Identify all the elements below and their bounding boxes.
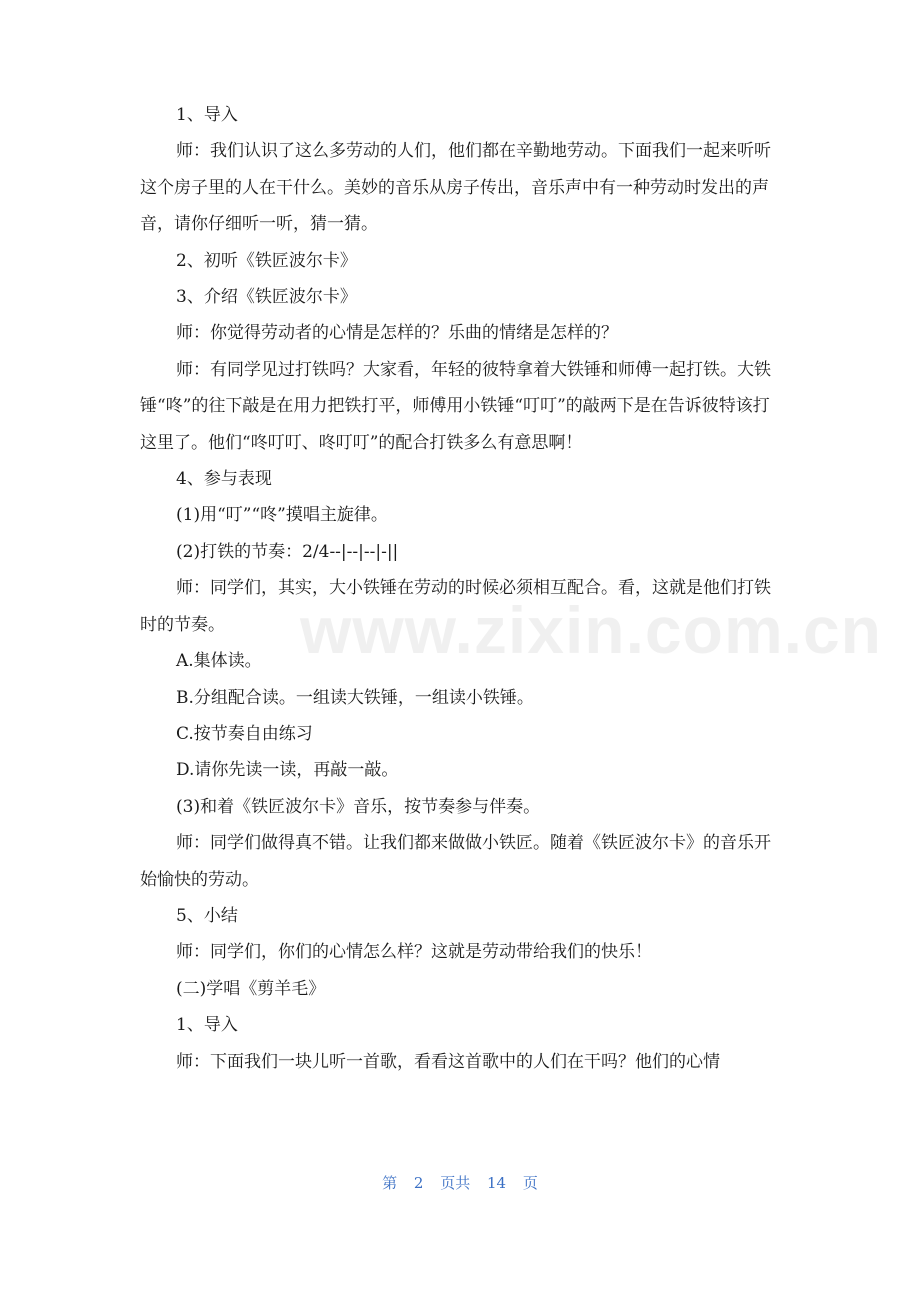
- total-page-count: 14: [487, 1174, 507, 1192]
- paragraph: (2)打铁的节奏：2/4--|--|--|-||: [176, 541, 399, 562]
- paragraph: 4、参与表现: [176, 469, 272, 490]
- paragraph: (3)和着《铁匠波尔卡》音乐，按节奏参与伴奏。: [176, 796, 541, 817]
- paragraph: 3、介绍《铁匠波尔卡》: [176, 287, 357, 308]
- paragraph: 师：下面我们一块儿听一首歌，看看这首歌中的人们在干吗？他们的心情: [176, 1051, 720, 1072]
- paragraph: A.集体读。: [176, 651, 262, 672]
- paragraph: 师：我们认识了这么多劳动的人们，他们都在辛勤地劳动。下面我们一起来听听这个房子里的人在干什么。美妙的音乐从房子传出，音乐声中有一种劳动时发出的声音，请你仔细听一听，猜一猜。: [140, 141, 771, 235]
- paragraph: 5、小结: [176, 905, 238, 926]
- paragraph: C.按节奏自由练习: [176, 723, 313, 744]
- paragraph: B.分组配合读。一组读大铁锤，一组读小铁锤。: [176, 687, 534, 708]
- footer-prefix: 第: [382, 1174, 398, 1192]
- footer-middle: 页共: [440, 1174, 471, 1192]
- watermark: www.zixin.com.cn: [300, 593, 882, 667]
- paragraph: 1、导入: [176, 105, 238, 125]
- paragraph: D.请你先读一读，再敲一敲。: [176, 760, 399, 781]
- paragraph: (1)用“叮”“咚”摸唱主旋律。: [176, 505, 388, 526]
- paragraph: 师：同学们，你们的心情怎么样？这就是劳动带给我们的快乐！: [176, 942, 652, 963]
- paragraph: 师：同学们，其实，大小铁锤在劳动的时候必须相互配合。看，这就是他们打铁时的节奏。: [140, 578, 771, 635]
- page-body: [140, 97, 772, 1080]
- paragraph: 师：你觉得劳动者的心情是怎样的？乐曲的情绪是怎样的？: [176, 323, 618, 344]
- page-footer: [0, 1172, 920, 1193]
- paragraph: (二)学唱《剪羊毛》: [176, 978, 326, 999]
- paragraph: 2、初听《铁匠波尔卡》: [176, 250, 357, 271]
- current-page-number: 2: [413, 1174, 424, 1192]
- paragraph: 1、导入: [176, 1015, 238, 1036]
- paragraph: 师：有同学见过打铁吗？大家看，年轻的彼特拿着大铁锤和师傅一起打铁。大铁锤“咚”的往下敲是在用力把铁打平，师傅用小铁锤“叮叮”的敲两下是在告诉彼特该打这里了。他们“咚叮叮、咚叮叮”的配合打铁多么有意思啊！: [140, 359, 771, 453]
- paragraph: 师：同学们做得真不错。让我们都来做做小铁匠。随着《铁匠波尔卡》的音乐开始愉快的劳动。: [140, 833, 771, 890]
- footer-suffix: 页: [522, 1174, 538, 1192]
